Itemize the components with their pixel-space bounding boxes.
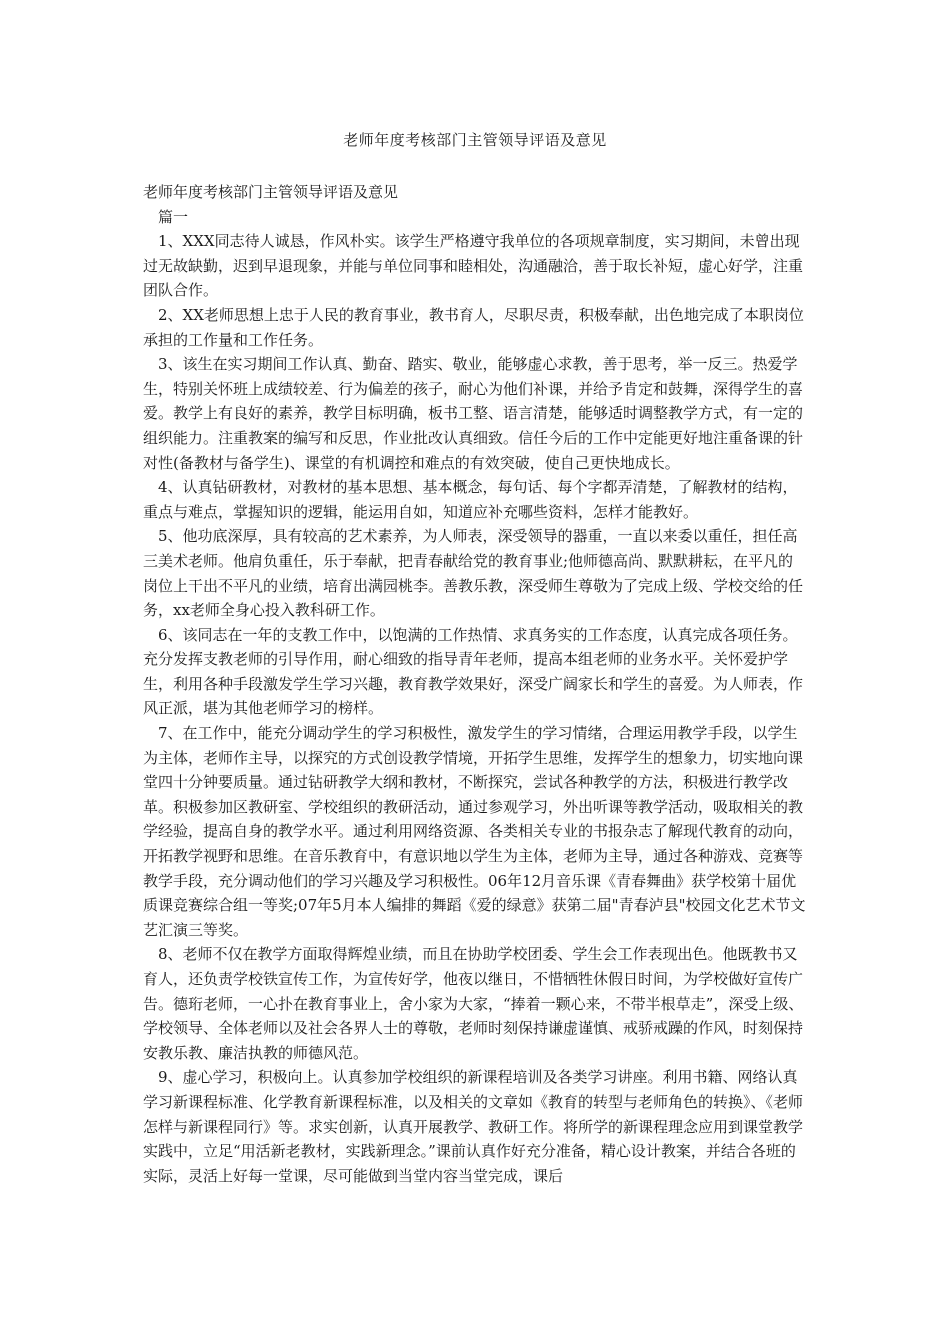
document-subtitle: 老师年度考核部门主管领导评语及意见 <box>143 183 399 201</box>
paragraph-4: 4、认真钻研教材，对教材的基本思想、基本概念，每句话、每个字都弄清楚，了解教材的结构，重点与难点，掌握知识的逻辑，能运用自如，知道应补充哪些资料，怎样才能教好。 <box>143 478 798 521</box>
paragraph-5: 5、他功底深厚，具有较高的艺术素养，为人师表，深受领导的器重，一直以来委以重任，担任高三美术老师。他肩负重任，乐于奉献，把青春献给党的教育事业;他师德高尚、默默耕耘，在平凡的岗位上干出不平凡的业绩，培育出满园桃李。善教乐教，深受师生尊敬为了完成上级、学校交给的任务，xx老师全身心投入教科研工作。 <box>143 527 804 620</box>
paragraph-6: 6、该同志在一年的支教工作中，以饱满的工作热情、求真务实的工作态度，认真完成各项任务。充分发挥支教老师的引导作用，耐心细致的指导青年老师，提高本组老师的业务水平。关怀爱护学生，利用各种手段激发学生学习兴趣，教育教学效果好，深受广阔家长和学生的喜爱。为人师表，作风正派，堪为其他老师学习的榜样。 <box>143 625 804 718</box>
paragraph-2: 2、XX老师思想上忠于人民的教育事业，教书育人，尽职尽责，积极奉献，出色地完成了本职岗位承担的工作量和工作任务。 <box>143 305 804 349</box>
paragraph-7: 7、在工作中，能充分调动学生的学习积极性，激发学生的学习情绪，合理运用教学手段，以学生为主体，老师作主导，以探究的方式创设教学情境，开拓学生思维，发挥学生的想象力，切实地向课堂四十分钟要质量。通过钻研教学大纲和教材，不断探究，尝试各种教学的方法，积极进行教学改革。积极参加区教研室、学校组织的教研活动，通过参观学习，外出听课等教学活动，吸取相关的教学经验，提高自身的教学水平。通过利用网络资源、各类相关专业的书报杂志了解现代教育的动向，开拓教学视野和思维。在音乐教育中，有意识地以学生为主体，老师为主导，通过各种游戏、竞赛等教学手段，充分调动他们的学习兴趣及学习积极性。06年12月音乐课《青春舞曲》获学校第十届优质课竞赛综合组一等奖;07年5月本人编排的舞蹈《爱的绿意》获第二届"青春泸县"校园文化艺术节文艺汇演三等奖。 <box>143 724 806 939</box>
paragraph-3: 3、该生在实习期间工作认真、勤奋、踏实、敬业，能够虚心求教，善于思考，举一反三。热爱学生，特别关怀班上成绩较差、行为偏差的孩子，耐心为他们补课，并给予肯定和鼓舞，深得学生的喜爱。教学上有良好的素养，教学目标明确，板书工整、语言清楚，能够适时调整教学方式，有一定的组织能力。注重教案的编写和反思，作业批改认真细致。信任今后的工作中定能更好地注重备课的针对性(备教材与备学生)、课堂的有机调控和难点的有效突破，使自己更快地成长。 <box>143 355 804 472</box>
paragraph-1: 1、XXX同志待人诚恳，作风朴实。该学生严格遵守我单位的各项规章制度，实习期间，未曾出现过无故缺勤，迟到早退现象，并能与单位同事和睦相处，沟通融洽，善于取长补短，虚心好学，注重团队合作。 <box>143 232 804 300</box>
document-body <box>143 180 808 1188</box>
document-title: 老师年度考核部门主管领导评语及意见 <box>343 131 607 149</box>
section-label: 篇一 <box>158 207 189 226</box>
paragraph-8: 8、老师不仅在教学方面取得辉煌业绩，而且在协助学校团委、学生会工作表现出色。他既教书又育人，还负责学校铁宣传工作，为宣传好学，他夜以继日，不惜牺牲休假日时间，为学校做好宣传广告。德珩老师，一心扑在教育事业上，舍小家为大家，“捧着一颗心来，不带半根草走”，深受上级、学校领导、全体老师以及社会各界人士的尊敬，老师时刻保持谦虚谨慎、戒骄戒躁的作风，时刻保持安教乐教、廉洁执教的师德风范。 <box>143 945 804 1062</box>
paragraph-9: 9、虚心学习，积极向上。认真参加学校组织的新课程培训及各类学习讲座。利用书籍、网络认真学习新课程标准、化学教育新课程标准，以及相关的文章如《教育的转型与老师角色的转换》、《老师怎样与新课程同行》等。求实创新，认真开展教学、教研工作。将所学的新课程理念应用到课堂教学实践中，立足“用活新老教材，实践新理念。”课前认真作好充分准备，精心设计教案，并结合各班的实际，灵活上好每一堂课，尽可能做到当堂内容当堂完成，课后 <box>143 1068 804 1185</box>
